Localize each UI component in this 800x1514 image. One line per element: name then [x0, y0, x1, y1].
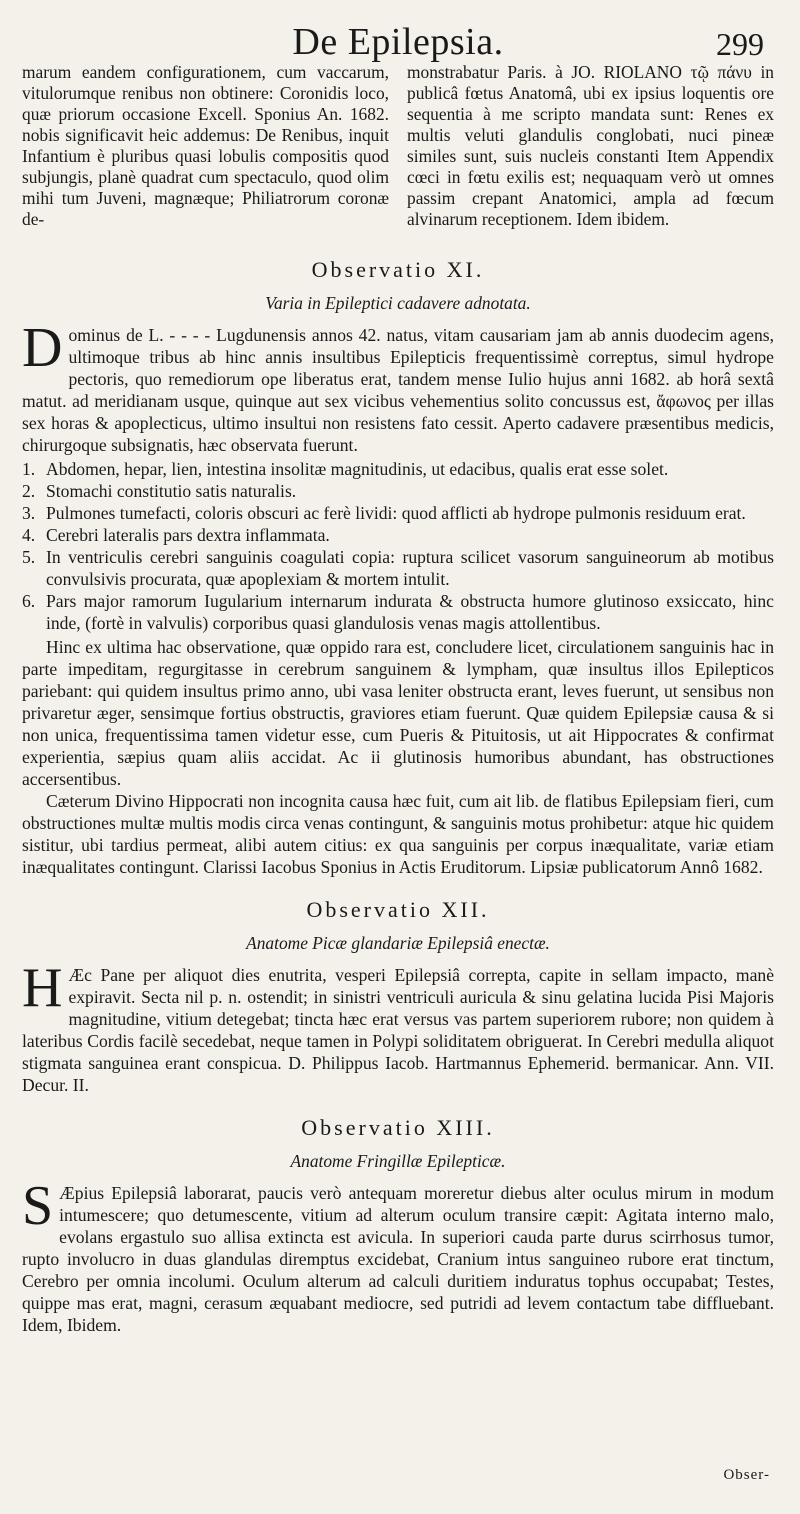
item-text: Pulmones tumefacti, coloris obscuri ac ferè lividi: quod afflicti ab hydrope pulmonis residuum erat. — [46, 503, 746, 523]
list-item — [22, 524, 774, 546]
observation-heading: Observatio XIII. — [301, 1115, 495, 1140]
paragraph: Cæterum Divino Hippocrati non incognita causa hæc fuit, cum ait lib. de flatibus Epilepsiam fieri, cum obstructiones multæ multis modis circa venas contingunt, & sanguinis motus prohibetur: atque hic quidem sistitur, ubi tardius permeat, alibi autem citius: ex qua sanguinis per corpus inæqualitate, variæ etiam inæqualitates contingunt. Clarissi Iacobus Sponius in Actis Eruditorum. Lipsiæ publicatorum Annô 1682. — [22, 791, 774, 877]
paragraph — [22, 957, 774, 1096]
intro-paragraph — [22, 317, 774, 456]
observation-body — [22, 957, 774, 1096]
item-text: Pars major ramorum Iugularium internarum indurata & obstructa humore glutinoso exsiccato, hinc inde, (fortè in valvulis) corporibus quasi glandulosis venas magis attollentibus. — [46, 591, 774, 633]
item-number: 6. — [22, 591, 36, 611]
item-number: 5. — [22, 547, 36, 567]
right-column-text: monstrabatur Paris. à JO. RIOLANO τῷ πάνυ in publicâ fœtus Anatomâ, ubi ex ipsius loquentis ore sequentia à me scripto mandata sunt: Renes ex multis veluti glandulis conglobati, nuci pineæ similes sunt, suis nucleis constanti Item Appendix cœci in fœtu exilis est; nequaquam verò ut omnes passim crepant Anatomici, ampla ad fœcum alvinarum receptionem. Idem ibidem. — [407, 62, 774, 229]
paragraph: Hinc ex ultima hac observatione, quæ oppido rara est, concludere licet, circulationem sanguinis hac in parte impeditam, regurgitasse in cerebrum sanguinem & lympham, quæ insultus illos Epilepticos pariebant: qui quidem insultus primo anno, ubi vasa leniter obstructa erant, leves fuerunt, ut sensibus non privaretur æger, sensimque fortius obstructis, graviores etiam fuerunt. Quæ quidem Epilepsiæ causa & si non unica, frequentissima tamen videtur esse, cum Pueris & Pituitosis, ut ait Hippocrates & confirmat experientia, sæpius quam aliis accidat. Ac ii glutinosis humoribus abundant, has obstructiones accersentibus. — [22, 637, 774, 789]
item-text: Cerebri lateralis pars dextra inflammata. — [46, 525, 330, 545]
paragraph-text: Æc Pane per aliquot dies enutrita, vesperi Epilepsiâ correpta, capite in sellam impacto, manè expiravit. Secta nil p. n. ostendit; in sinistri ventriculi auricula & sinu gelatina lucida Pisi Majoris magnitudine, vitium detegebat; tincta hæc erat versus vas partem superiorem rubore; non quidem à lateribus Cordis facilè secedebat, neque tamen in Polypi soliditatem obriguerat. In Cerebri medulla aliquot stigmata sanguinea erant conspicua. D. Philippus Iacob. Hartmannus Ephemerid. bermanicar. Ann. VII. Decur. II. — [22, 965, 774, 1095]
left-column — [22, 62, 389, 238]
observation-12 — [22, 896, 774, 1096]
paragraph-text: Æpius Epilepsiâ laborarat, paucis verò antequam moreretur diebus alter oculus mirum in modum intumescere; quo detumescente, vitium ad alterum oculum transire cæpit: Agitata interno malo, evolans ergastulo suo allisa extincta est avicula. In superiori cauda parte durus scirrhosus tumor, rupto involucro in duas glandulas diremptus excidebat, Cranium intus sanguineo rubore erat tinctum, Cerebro per omnia incolumi. Oculum alterum ad calculi duritiem induratus tophus occupabat; Testes, quippe mas erat, magni, cerasum æquabant mediocre, sed putridi ad levem contactum tabe diffluebant. Idem, Ibidem. — [22, 1183, 774, 1335]
page-number: 299 — [716, 26, 764, 62]
item-number: 2. — [22, 481, 36, 501]
paragraph — [22, 1175, 774, 1336]
observation-body — [22, 1175, 774, 1336]
drop-cap: H — [22, 957, 63, 1019]
findings-list — [22, 458, 774, 634]
item-text: Stomachi constitutio satis naturalis. — [46, 481, 297, 501]
list-item — [22, 480, 774, 502]
drop-cap: D — [22, 317, 63, 379]
observation-subtitle: Anatome Picæ glandariæ Epilepsiâ enectæ. — [246, 933, 550, 953]
observation-subtitle: Varia in Epileptici cadavere adnotata. — [265, 293, 531, 313]
list-item — [22, 590, 774, 634]
drop-cap: S — [22, 1175, 54, 1237]
observation-11 — [22, 256, 774, 878]
running-title: De Epilepsia. — [292, 21, 504, 63]
item-number: 1. — [22, 459, 36, 479]
item-text: In ventriculis cerebri sanguinis coagulati copia: ruptura scilicet vasorum sanguineorum ab motibus convulsivis procurata, quæ apoplexiam & mortem intulit. — [46, 547, 774, 589]
observation-body — [22, 317, 774, 878]
page-header — [22, 0, 774, 62]
observation-heading: Observatio XI. — [311, 257, 485, 282]
item-number: 3. — [22, 503, 36, 523]
list-item — [22, 502, 774, 524]
top-two-columns — [22, 62, 774, 238]
observation-13 — [22, 1114, 774, 1336]
left-column-text: marum eandem configurationem, cum vaccarum, vitulorumque renibus non obtinere: Coronidis loco, quæ priorum occasione Excell. Sponius An. 1682. nobis significavit heic addemus: De Renibus, inquit Infantium è pluribus quasi lobulis compositis quod subjungis, planè quadrat cum spectaculo, quod olim mihi tum Juveni, magnæque; Philiatrorum coronæ de- — [22, 62, 389, 229]
observation-heading: Observatio XII. — [306, 897, 490, 922]
list-item — [22, 546, 774, 590]
intro-text: ominus de L. - - - - Lugdunensis annos 42. natus, vitam causariam jam ab annis duodecim agens, ultimoque tribus ab hinc annis insultibus Epilepticis frequentissimè correptus, simul hydrope pectoris, quo remediorum ope liberatus erat, tandem mense Iulio hujus anni 1682. ab horâ sextâ matut. ad meridianam usque, quinque aut sex vicibus vehementius solito concussus est, ἄφωνος per illas sex horas & apoplecticus, ultimo insultui non resistens fato cessit. Aperto cadavere præsentibus medicis, chirurgoque subsignatis, hæc observata fuerunt. — [22, 325, 774, 455]
list-item — [22, 458, 774, 480]
catchword: Obser- — [723, 1467, 770, 1483]
observation-subtitle: Anatome Fringillæ Epilepticæ. — [290, 1151, 506, 1171]
item-number: 4. — [22, 525, 36, 545]
right-column — [407, 62, 774, 238]
item-text: Abdomen, hepar, lien, intestina insolitæ magnitudinis, ut edacibus, qualis erat esse solet. — [46, 459, 669, 479]
